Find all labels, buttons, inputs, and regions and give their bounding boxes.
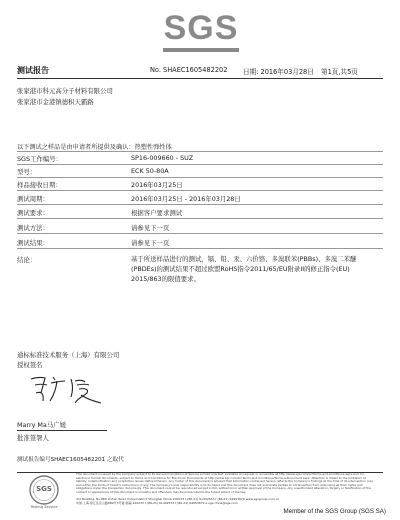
row-label-requirement: 测试要求：: [17, 209, 49, 217]
row-divider: [17, 233, 383, 234]
footer-address-en: 3rd Building, No.889 Yishan Road Xuhui District Shanghai China 200233 t (86-21) 61402553 f (86-21) 64953679 www.sgsgroup.com.cn: [76, 497, 280, 501]
small-logo-text: SGS: [36, 485, 52, 493]
row-label-received: 样品接收日期：: [17, 181, 62, 189]
row-value-received: 2016年03月25日: [131, 181, 183, 189]
report-number: No. SHAEC1605482202: [150, 66, 228, 74]
sample-intro: 以下测试之样品是由申请者所提供及确认：热塑性弹性体: [17, 144, 172, 151]
report-title: 测试报告: [17, 66, 49, 75]
authorized-signature-label: 授权签名: [17, 361, 43, 369]
row-divider: [17, 204, 383, 205]
header-divider: [17, 78, 383, 79]
intro-divider: [17, 151, 383, 152]
footer-address-cn: 中国·上海·徐汇区宜山路889号3号楼 邮编 200233 t (86-21) 61402553 f (86-21) 64953679 e sgs.china@sgs.com: [76, 500, 238, 505]
row-divider: [17, 218, 383, 219]
row-value-job-no: SP16-009660 - SUZ: [131, 154, 194, 162]
handwritten-signature: [27, 371, 113, 407]
report-date: 日期: 2016年03月28日: [243, 68, 314, 76]
row-label-result: 测试结果：: [17, 239, 49, 247]
signature-underline: [17, 430, 107, 431]
row-value-method: 请参见下一页: [131, 224, 170, 232]
disclaimer-text: This document is issued by the Company subject to its General Conditions of Service printed overleaf, available on request or accessible at http://www.sgs.com/en/Terms-and-Conditions.aspx and, for electronic format documents, subject to Terms and Conditions for Electronic Documents at http://www.sgs.com/en/Terms-and-Conditions/Terms-e-Document.aspx. Attention is drawn to the limitation of liability, indemnification and jurisdiction issues defined therein. Any holder of this document is advised that information contained hereon reflects the Company's findings at the time of its intervention only and within the limits of Client's instructions, if any. The Company's sole responsibility is to its Client and this document does not exonerate parties to a transaction from exercising all their rights and obligations under the transaction documents. This document cannot be reproduced except in full, without prior written approval of the Company. Any unauthorized alteration, forgery or falsification of the content or appearance of this document is unlawful and offenders may be prosecuted to the fullest extent of the law.: [76, 472, 373, 494]
row-label-job-no: SGS工作编号：: [17, 155, 63, 163]
row-value-period: 2016年03月25日 - 2016年03月28日: [131, 195, 241, 203]
row-label-model: 型号：: [17, 168, 37, 176]
row-divider: [17, 164, 383, 165]
row-value-requirement: 根据客户要求测试: [131, 209, 183, 217]
row-value-result: 请参见下一页: [131, 239, 170, 247]
issuing-organization: 通标标准技术服务（上海）有限公司: [17, 351, 120, 359]
small-logo-caption: Testing Service: [30, 505, 58, 509]
member-of-sgs-group: Member of the SGS Group (SGS SA): [283, 508, 386, 515]
row-divider: [17, 248, 383, 249]
replacement-note: 测试报告编号SHAEC1605482201 之取代: [17, 457, 124, 463]
row-divider: [17, 190, 383, 191]
sgs-testing-service-logo: [23, 474, 65, 512]
terms-disclaimer: [76, 473, 376, 505]
conclusion-text: 基于所送样品进行的测试，镉、铅、汞、六价铬、多溴联苯(PBBs)、多溴二苯醚(PBDEs)的测试结果不超过欧盟RoHS指令2011/65/EU附录II的修正指令(EU) 2015/863的限值要求。: [131, 255, 357, 283]
client-name: 张家港市科元高分子材料有限公司: [17, 87, 113, 95]
approver-label: 批准签署人: [17, 434, 49, 442]
signer-name: Marry Ma马广媛: [17, 421, 66, 429]
row-divider: [17, 177, 383, 178]
conclusion-label: 结论：: [17, 256, 37, 264]
row-label-method: 测试方法：: [17, 224, 49, 232]
sgs-logo: [160, 8, 242, 54]
page-number: 第1页,共5页: [321, 68, 358, 76]
client-address: 张家港市金港镇德积天霸路: [17, 98, 94, 106]
logo-bar: [163, 48, 239, 52]
logo-text: SGS: [163, 9, 239, 47]
row-label-period: 测试周期：: [17, 195, 49, 203]
row-value-model: ECK 50-80A: [131, 167, 169, 175]
